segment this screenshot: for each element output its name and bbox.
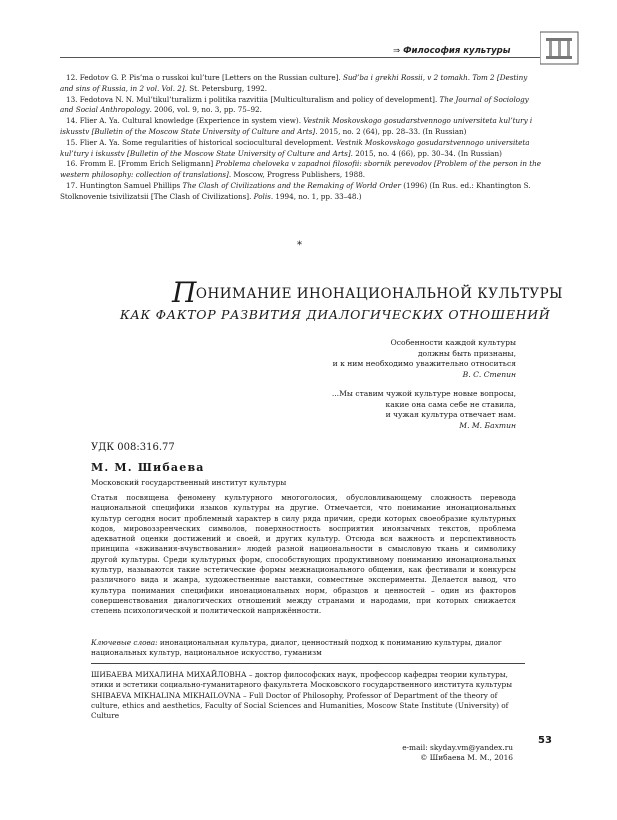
abstract: Статья посвящена феномену культурного многоголосия, обусловливающему сложность перевода национальной специфики языков культуры на другие. Отмечается, что понимание инонациональных культур сегодня носит проблемный характер в силу ряда причин, среди которых своеобразие культурных кодов, мировоззренческих символов, поверхностность восприятия иноязычных текстов, проблема адекватной оценки достижений и своей, и других культур. Отсюда вся важность и перспективность принципа «вживания-вчувствования» людей разной национальности в смысловую ткань и символику другой культуры. Среди культурных форм, способствующих продуктивному пониманию инонациональных культур, называются такие эстетические формы межнационального общения, как фестивали и конкурсы различного вида и жанра, художественные выставки, совместные эксперименты. Делается вывод, что культура понимания специфики инонациональных норм, образцов и ценностей – один из факторов совершенствования диалогических отношений между странами и народами, при которых снижается степень психологической и политической напряжённости. [91,493,516,616]
author-affiliation: Московский государственный институт культуры [91,478,287,487]
bio-en: SHIBAEVA MIKHALINA MIKHAILOVNA – Full Doctor of Philosophy, Professor of Department of the theory of culture, ethics and aesthetics, Faculty of Social Sciences and Humanities, Moscow State Institute (University) of Culture [91,690,509,721]
reference-item: 13. Fedotova N. N. Mul’tikul’turalizm i politika razvitiia [Multiculturalism and policy of development]. The Journal of Sociology and Social Anthropology. 2006, vol. 9, no. 3, pp. 75–92. [60,94,529,115]
keywords-label: Ключевые слова: [91,638,158,647]
copyright: © Шибаева М. М., 2016 [420,753,513,763]
footnote-rule [91,663,525,664]
reference-item: 12. Fedotov G. P. Pis’ma o russkoi kul’ture [Letters on the Russian culture]. Sud’ba i grekhi Rossii, v 2 tomakh. Tom 2 [Destiny and sins of Russia, in 2 vol. Vol. 2]. St. Petersburg, 1992. [60,73,528,93]
reference-list [60,73,542,203]
udk-code: УДК 008:316.77 [91,442,175,453]
epigraph-author: М. М. Бахтин [459,420,516,430]
article-title-line2: КАК ФАКТОР РАЗВИТИЯ ДИАЛОГИЧЕСКИХ ОТНОШЕНИЙ [120,307,551,322]
reference-item: 17. Huntington Samuel Phillips The Clash of Civilizations and the Remaking of World Order (1996) (In Rus. ed.: Khantington S. Stolknovenie tsivilizatsii [The Clash of Civilizations]. Polis. 1994, no. 1, pp. 33–48.) [60,180,531,201]
section-title: Философия культуры [403,46,511,56]
title-initial: П [172,276,197,309]
email-link[interactable]: e-mail: skyday.vm@yandex.ru [402,743,513,752]
reference-item: 16. Fromm E. [Fromm Erich Seligmann] Problema cheloveka v zapadnoi filosofii: sbornik perevodov [Problem of the person in the western philosophy: collection of translations]. Moscow, Progress Publishers, 1988. [60,159,542,180]
keywords [91,638,516,659]
keywords-text: инонациональная культура, диалог, ценностный подход к пониманию культуры, диалог национальных культур, национальное искусство, гуманизм [91,638,502,658]
section-separator: * [297,240,302,251]
reference-item: 15. Flier A. Ya. Some regularities of historical sociocultural development. Vestnik Moskovskogo gosudarstvennogo universiteta kul’tury i iskusstv [Bulletin of the Moscow State University of Culture and Arts]. 2015, no. 4 (66), pp. 30–34. (In Russian) [60,137,530,158]
author-bio [91,670,521,721]
author-name: М. М. Шибаева [91,461,205,474]
contact-block [300,743,513,764]
column-logo-icon [540,28,580,66]
page-number: 53 [538,735,552,746]
epigraph-author: В. С. Степин [462,369,516,379]
arrow-icon: ⇒ [393,46,401,56]
epigraph-2: ...Мы ставим чужой культуре новые вопросы, какие она сама себе не ставила, и чужая культура отвечает нам. М. М. Бахтин [290,389,516,431]
header-rule [60,57,548,58]
running-header [393,46,510,56]
epigraph-1: Особенности каждой культуры должны быть признаны, и к ним необходимо уважительно относиться В. С. Степин [290,338,516,380]
reference-item: 14. Flier A. Ya. Cultural knowledge (Experience in system view). Vestnik Moskovskogo gosudarstvennogo universiteta kul’tury i iskusstv [Bulletin of the Moscow State University of Culture and Arts]. 2015, no. 2 (64), pp. 28–33. (In Russian) [60,116,533,136]
article-title-line1: ПОНИМАНИЕ ИНОНАЦИОНАЛЬНОЙ КУЛЬТУРЫ [172,276,563,309]
bio-ru: ШИБАЕВА МИХАЛИНА МИХАЙЛОВНА – доктор философских наук, профессор кафедры теории культуры, этики и эстетики социально-гуманитарного факультета Московского государственного института культуры [91,670,513,690]
